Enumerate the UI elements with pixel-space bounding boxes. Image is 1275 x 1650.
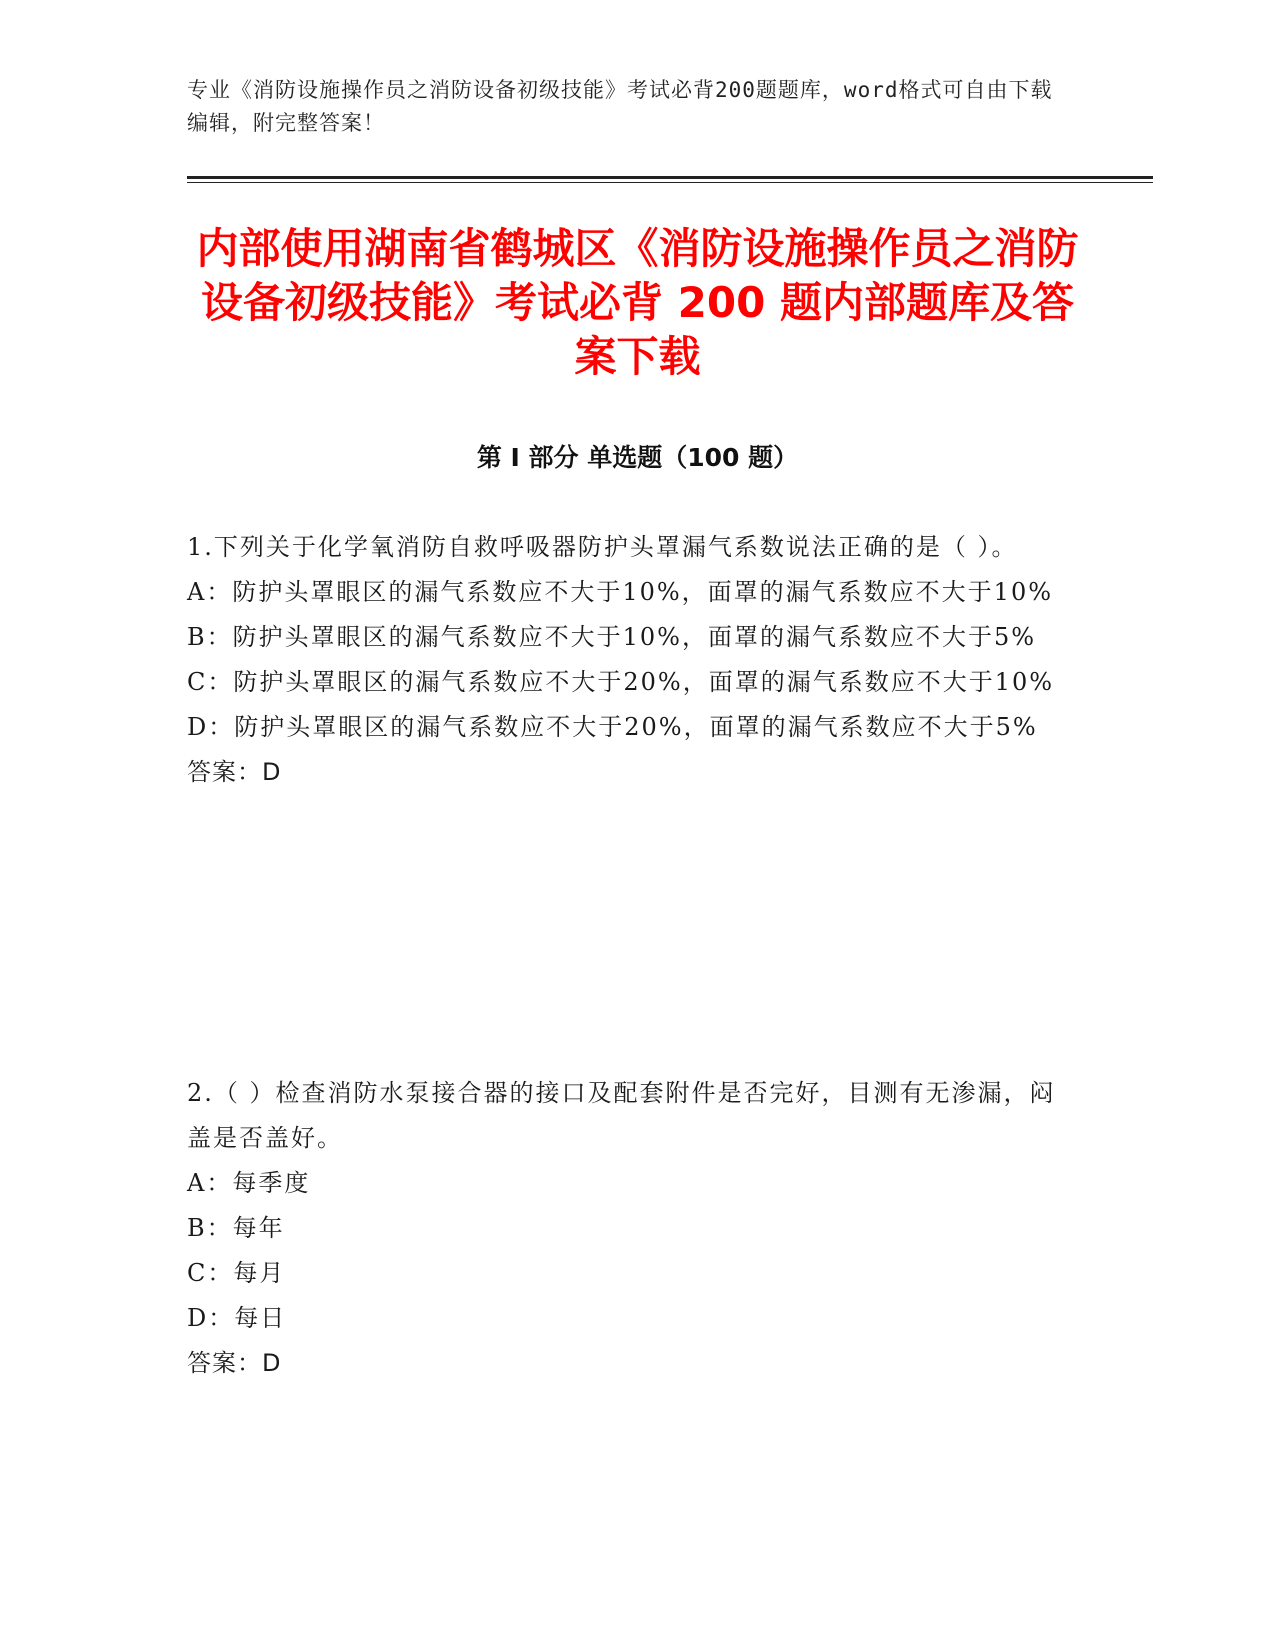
option-b: B：每年	[187, 1214, 285, 1242]
question-stem: 2.（ ）检查消防水泵接合器的接口及配套附件是否完好，目测有无渗漏，闷盖是否盖好。	[187, 1079, 1056, 1152]
option-c: C：防护头罩眼区的漏气系数应不大于20%，面罩的漏气系数应不大于10%	[187, 668, 1055, 696]
option-b: B：防护头罩眼区的漏气系数应不大于10%，面罩的漏气系数应不大于5%	[187, 623, 1037, 651]
option-c: C：每月	[187, 1259, 286, 1287]
option-d: D：每日	[187, 1304, 287, 1332]
question-2	[187, 1071, 1067, 1386]
question-stem: 1.下列关于化学氧消防自救呼吸器防护头罩漏气系数说法正确的是（ ）。	[187, 533, 1018, 561]
header-divider-thin	[187, 182, 1153, 183]
option-a: A：每季度	[187, 1169, 311, 1197]
answer-text: 答案：D	[187, 758, 282, 786]
header-divider-thick	[187, 176, 1153, 179]
document-title: 内部使用湖南省鹤城区《消防设施操作员之消防设备初级技能》考试必背 200 题内部题库及答案下载	[196, 224, 1079, 381]
question-1	[187, 525, 1067, 795]
header-note: 专业《消防设施操作员之消防设备初级技能》考试必背200题题库，word格式可自由下载编辑，附完整答案！	[187, 78, 1053, 135]
option-a: A：防护头罩眼区的漏气系数应不大于10%，面罩的漏气系数应不大于10%	[187, 578, 1054, 606]
section-title: 第 I 部分 单选题（100 题）	[476, 443, 799, 472]
answer-text: 答案：D	[187, 1349, 282, 1377]
option-d: D：防护头罩眼区的漏气系数应不大于20%，面罩的漏气系数应不大于5%	[187, 713, 1038, 741]
